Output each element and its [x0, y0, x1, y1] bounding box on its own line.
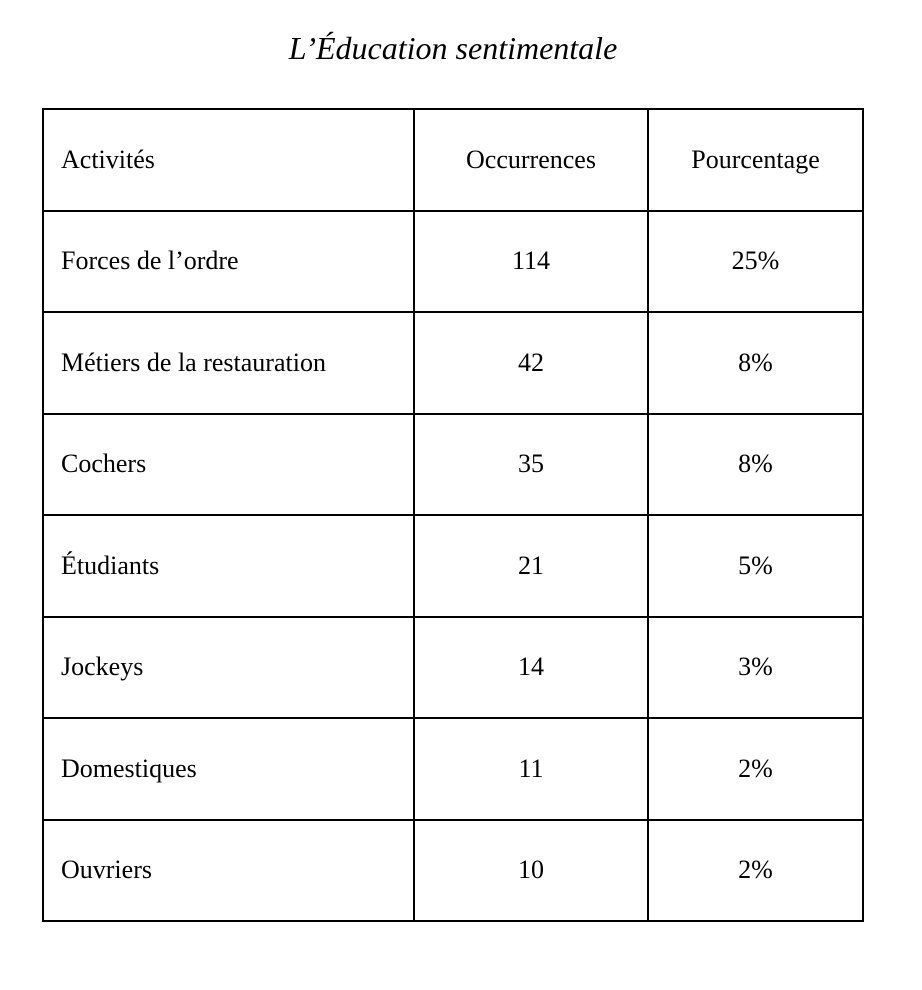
cell-activite: Domestiques: [43, 718, 414, 820]
table-row: [43, 820, 863, 922]
cell-activite: Étudiants: [43, 515, 414, 617]
cell-activite: Ouvriers: [43, 820, 414, 922]
header-activites: Activités: [43, 109, 414, 211]
document-title: L’Éducation sentimentale: [288, 30, 618, 66]
cell-occurrences: 11: [414, 718, 648, 820]
header-pourcentage: Pourcentage: [648, 109, 863, 211]
activities-table: [42, 108, 864, 922]
cell-pourcentage: 8%: [648, 414, 863, 516]
table-row: [43, 211, 863, 313]
cell-activite: Cochers: [43, 414, 414, 516]
table-header-row: [43, 109, 863, 211]
cell-occurrences: 21: [414, 515, 648, 617]
cell-pourcentage: 2%: [648, 820, 863, 922]
cell-pourcentage: 5%: [648, 515, 863, 617]
cell-occurrences: 42: [414, 312, 648, 414]
table-row: [43, 515, 863, 617]
cell-pourcentage: 3%: [648, 617, 863, 719]
header-occurrences: Occurrences: [414, 109, 648, 211]
cell-occurrences: 14: [414, 617, 648, 719]
cell-occurrences: 35: [414, 414, 648, 516]
cell-activite: Métiers de la restauration: [43, 312, 414, 414]
cell-occurrences: 114: [414, 211, 648, 313]
cell-pourcentage: 25%: [648, 211, 863, 313]
cell-activite: Forces de l’ordre: [43, 211, 414, 313]
table-row: [43, 414, 863, 516]
table-row: [43, 312, 863, 414]
table-row: [43, 617, 863, 719]
cell-pourcentage: 2%: [648, 718, 863, 820]
table-row: [43, 718, 863, 820]
cell-activite: Jockeys: [43, 617, 414, 719]
cell-pourcentage: 8%: [648, 312, 863, 414]
cell-occurrences: 10: [414, 820, 648, 922]
